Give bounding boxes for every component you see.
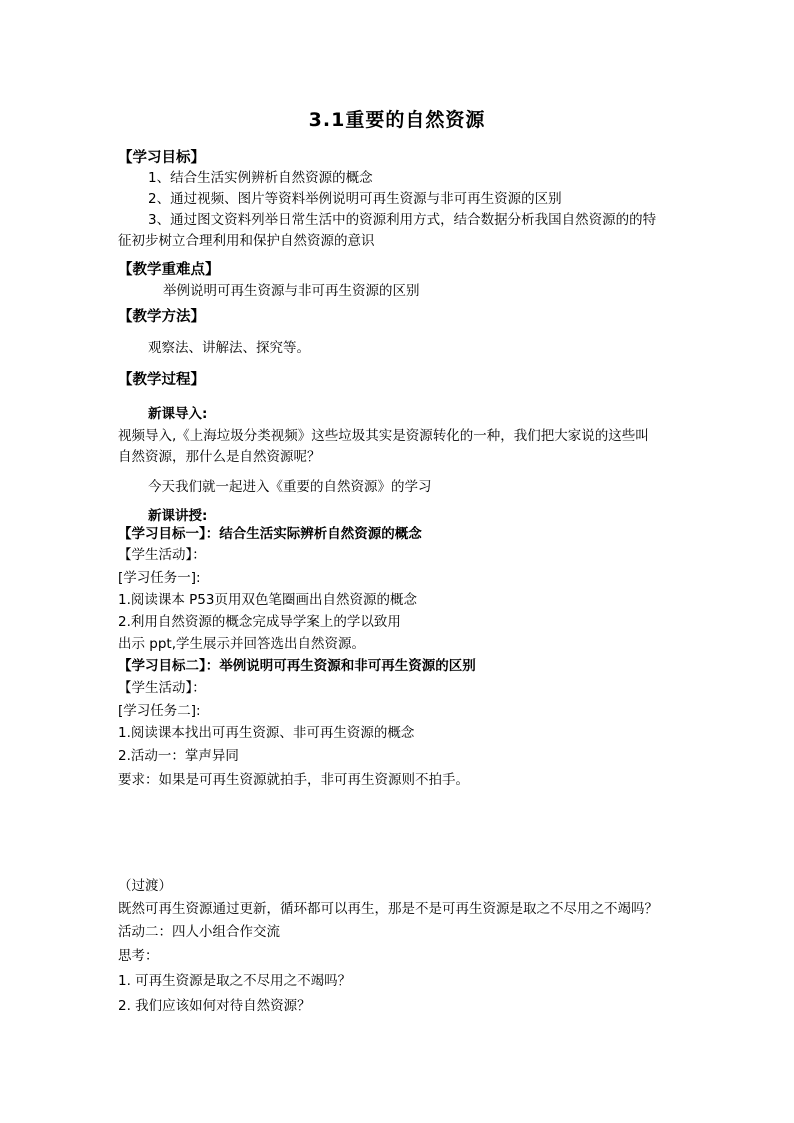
activity-two: 活动二：四人小组合作交流 — [118, 924, 280, 940]
transition-text: 既然可再生资源通过更新，循环都可以再生，那是不是可再生资源是取之不尽用之不竭吗？ — [118, 901, 658, 917]
task-1-item-2: 2.利用自然资源的概念完成导学案上的学以致用 — [118, 614, 401, 630]
task-2-item-2: 2.活动一：掌声异同 — [118, 748, 239, 764]
key-points-heading: 【教学重难点】 — [118, 262, 220, 278]
goal-2: 【学习目标二】：举例说明可再生资源和非可再生资源的区别 — [118, 658, 476, 674]
task-2-label: [学习任务二]: — [118, 703, 201, 719]
think-item-1: 1. 可再生资源是取之不尽用之不竭吗？ — [118, 973, 352, 989]
activity-1-label: 【学生活动】： — [118, 547, 206, 563]
methods-heading: 【教学方法】 — [118, 309, 205, 325]
intro-follow: 今天我们就一起进入《重要的自然资源》的学习 — [148, 479, 432, 495]
task-2-requirement: 要求：如果是可再生资源就拍手，非可再生资源则不拍手。 — [118, 772, 469, 788]
objective-item-3: 3、通过图文资料列举日常生活中的资源利用方式，结合数据分析我国自然资源的的特 — [148, 212, 657, 228]
objective-item-2: 2、通过视频、图片等资料举例说明可再生资源与非可再生资源的区别 — [148, 191, 562, 207]
task-1-label: [学习任务一]: — [118, 570, 201, 586]
lecture-label: 新课讲授: — [148, 508, 208, 524]
think-item-2: 2. 我们应该如何对待自然资源？ — [118, 998, 311, 1014]
objectives-heading: 【学习目标】 — [118, 150, 205, 166]
objective-item-1: 1、结合生活实例辨析自然资源的概念 — [148, 170, 373, 186]
task-1-note: 出示 ppt,学生展示并回答选出自然资源。 — [118, 636, 366, 652]
process-heading: 【教学过程】 — [118, 372, 205, 388]
intro-line-1: 视频导入,《上海垃圾分类视频》这些垃圾其实是资源转化的一种，我们把大家说的这些叫 — [118, 428, 649, 444]
task-2-item-1: 1.阅读课本找出可再生资源、非可再生资源的概念 — [118, 725, 415, 741]
document-title: 3.1重要的自然资源 — [308, 109, 486, 131]
objective-item-3-cont: 征初步树立合理利用和保护自然资源的意识 — [118, 233, 375, 249]
intro-label: 新课导入: — [148, 406, 208, 422]
task-1-item-1: 1.阅读课本 P53页用双色笔圈画出自然资源的概念 — [118, 592, 417, 608]
activity-2-label: 【学生活动】： — [118, 680, 206, 696]
transition-label: （过渡） — [118, 878, 172, 894]
think-label: 思考： — [118, 948, 159, 964]
goal-1: 【学习目标一】：结合生活实际辨析自然资源的概念 — [118, 526, 422, 542]
key-points-text: 举例说明可再生资源与非可再生资源的区别 — [163, 283, 420, 299]
methods-text: 观察法、讲解法、探究等。 — [148, 340, 310, 356]
intro-line-2: 自然资源，那什么是自然资源呢？ — [118, 449, 321, 465]
